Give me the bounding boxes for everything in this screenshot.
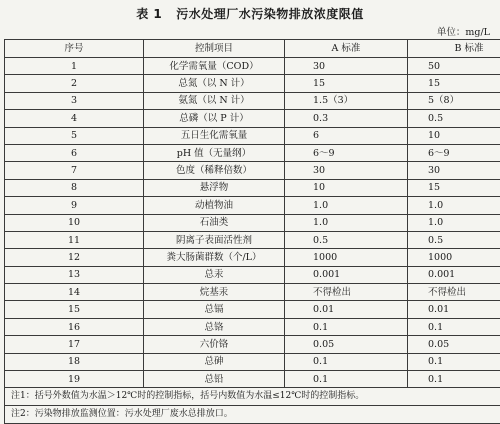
header-b-standard: B 标准	[408, 40, 500, 58]
cell-item: 五日生化需氧量	[144, 127, 285, 144]
table-row	[5, 231, 500, 248]
cell-b-standard: 1.0	[408, 214, 500, 231]
cell-a-standard: 30	[285, 58, 408, 75]
cell-seq: 2	[5, 75, 144, 92]
cell-item: 氨氮（以 N 计）	[144, 92, 285, 109]
table-row	[5, 371, 500, 388]
cell-seq: 6	[5, 144, 144, 161]
cell-a-standard: 1000	[285, 249, 408, 266]
cell-a-standard: 不得检出	[285, 284, 408, 301]
cell-item: 总汞	[144, 266, 285, 283]
emission-limits-table	[4, 39, 500, 424]
cell-item: 石油类	[144, 214, 285, 231]
cell-b-standard: 30	[408, 162, 500, 179]
cell-seq: 3	[5, 92, 144, 109]
cell-seq: 4	[5, 110, 144, 127]
table-row	[5, 144, 500, 161]
table-title-text: 污水处理厂水污染物排放浓度限值	[176, 7, 364, 21]
cell-item: 总镉	[144, 301, 285, 318]
cell-b-standard: 15	[408, 75, 500, 92]
cell-a-standard: 30	[285, 162, 408, 179]
cell-item: 六价铬	[144, 336, 285, 353]
cell-a-standard: 0.1	[285, 318, 408, 335]
cell-item: 化学需氧量（COD）	[144, 58, 285, 75]
table-number: 表 1	[136, 7, 162, 21]
cell-item: 阴离子表面活性剂	[144, 231, 285, 248]
table-row	[5, 162, 500, 179]
table-row	[5, 75, 500, 92]
table-body	[5, 58, 500, 388]
table-row	[5, 92, 500, 109]
cell-b-standard: 1000	[408, 249, 500, 266]
cell-b-standard: 0.01	[408, 301, 500, 318]
cell-item: 色度（稀释倍数）	[144, 162, 285, 179]
cell-item: 烷基汞	[144, 284, 285, 301]
cell-seq: 18	[5, 353, 144, 370]
cell-a-standard: 0.05	[285, 336, 408, 353]
table-row	[5, 197, 500, 214]
cell-item: 悬浮物	[144, 179, 285, 196]
cell-item: pH 值（无量纲）	[144, 144, 285, 161]
cell-seq: 15	[5, 301, 144, 318]
cell-b-standard: 0.1	[408, 318, 500, 335]
note-2: 注2：污染物排放监测位置：污水处理厂废水总排放口。	[5, 406, 500, 424]
cell-seq: 19	[5, 371, 144, 388]
cell-b-standard: 0.05	[408, 336, 500, 353]
cell-b-standard: 0.5	[408, 231, 500, 248]
cell-seq: 7	[5, 162, 144, 179]
table-row	[5, 284, 500, 301]
table-row	[5, 318, 500, 335]
cell-item: 粪大肠菌群数（个/L）	[144, 249, 285, 266]
cell-a-standard: 0.001	[285, 266, 408, 283]
cell-item: 总砷	[144, 353, 285, 370]
table-row	[5, 110, 500, 127]
cell-a-standard: 6～9	[285, 144, 408, 161]
cell-seq: 11	[5, 231, 144, 248]
cell-seq: 9	[5, 197, 144, 214]
note-row-2	[5, 406, 500, 424]
cell-seq: 5	[5, 127, 144, 144]
cell-seq: 16	[5, 318, 144, 335]
cell-item: 总氮（以 N 计）	[144, 75, 285, 92]
cell-seq: 1	[5, 58, 144, 75]
cell-b-standard: 不得检出	[408, 284, 500, 301]
table-row	[5, 249, 500, 266]
cell-item: 动植物油	[144, 197, 285, 214]
cell-b-standard: 0.1	[408, 371, 500, 388]
table-header-row	[5, 40, 500, 58]
cell-item: 总铅	[144, 371, 285, 388]
note-1: 注1：括号外数值为水温＞12℃时的控制指标，括号内数值为水温≤12℃时的控制指标。	[5, 388, 500, 406]
cell-b-standard: 10	[408, 127, 500, 144]
cell-item: 总磷（以 P 计）	[144, 110, 285, 127]
note-row-1	[5, 388, 500, 406]
cell-a-standard: 0.01	[285, 301, 408, 318]
cell-item: 总铬	[144, 318, 285, 335]
cell-b-standard: 50	[408, 58, 500, 75]
cell-a-standard: 15	[285, 75, 408, 92]
cell-seq: 13	[5, 266, 144, 283]
cell-b-standard: 5（8）	[408, 92, 500, 109]
cell-a-standard: 10	[285, 179, 408, 196]
table-row	[5, 301, 500, 318]
cell-seq: 17	[5, 336, 144, 353]
unit-label: 单位：mg/L	[437, 24, 490, 38]
table-row	[5, 214, 500, 231]
cell-a-standard: 0.1	[285, 371, 408, 388]
header-seq: 序号	[5, 40, 144, 58]
cell-b-standard: 6～9	[408, 144, 500, 161]
table-row	[5, 58, 500, 75]
cell-b-standard: 0.1	[408, 353, 500, 370]
cell-seq: 8	[5, 179, 144, 196]
cell-seq: 14	[5, 284, 144, 301]
table-row	[5, 127, 500, 144]
header-a-standard: A 标准	[285, 40, 408, 58]
table-row	[5, 336, 500, 353]
table-row	[5, 179, 500, 196]
cell-seq: 10	[5, 214, 144, 231]
cell-b-standard: 1.0	[408, 197, 500, 214]
cell-b-standard: 0.5	[408, 110, 500, 127]
cell-a-standard: 6	[285, 127, 408, 144]
cell-b-standard: 0.001	[408, 266, 500, 283]
table-row	[5, 266, 500, 283]
cell-a-standard: 1.0	[285, 214, 408, 231]
cell-a-standard: 1.0	[285, 197, 408, 214]
table-row	[5, 353, 500, 370]
header-item: 控制项目	[144, 40, 285, 58]
cell-seq: 12	[5, 249, 144, 266]
cell-a-standard: 0.3	[285, 110, 408, 127]
cell-a-standard: 0.5	[285, 231, 408, 248]
cell-a-standard: 0.1	[285, 353, 408, 370]
table-title	[0, 5, 500, 22]
cell-a-standard: 1.5（3）	[285, 92, 408, 109]
cell-b-standard: 15	[408, 179, 500, 196]
